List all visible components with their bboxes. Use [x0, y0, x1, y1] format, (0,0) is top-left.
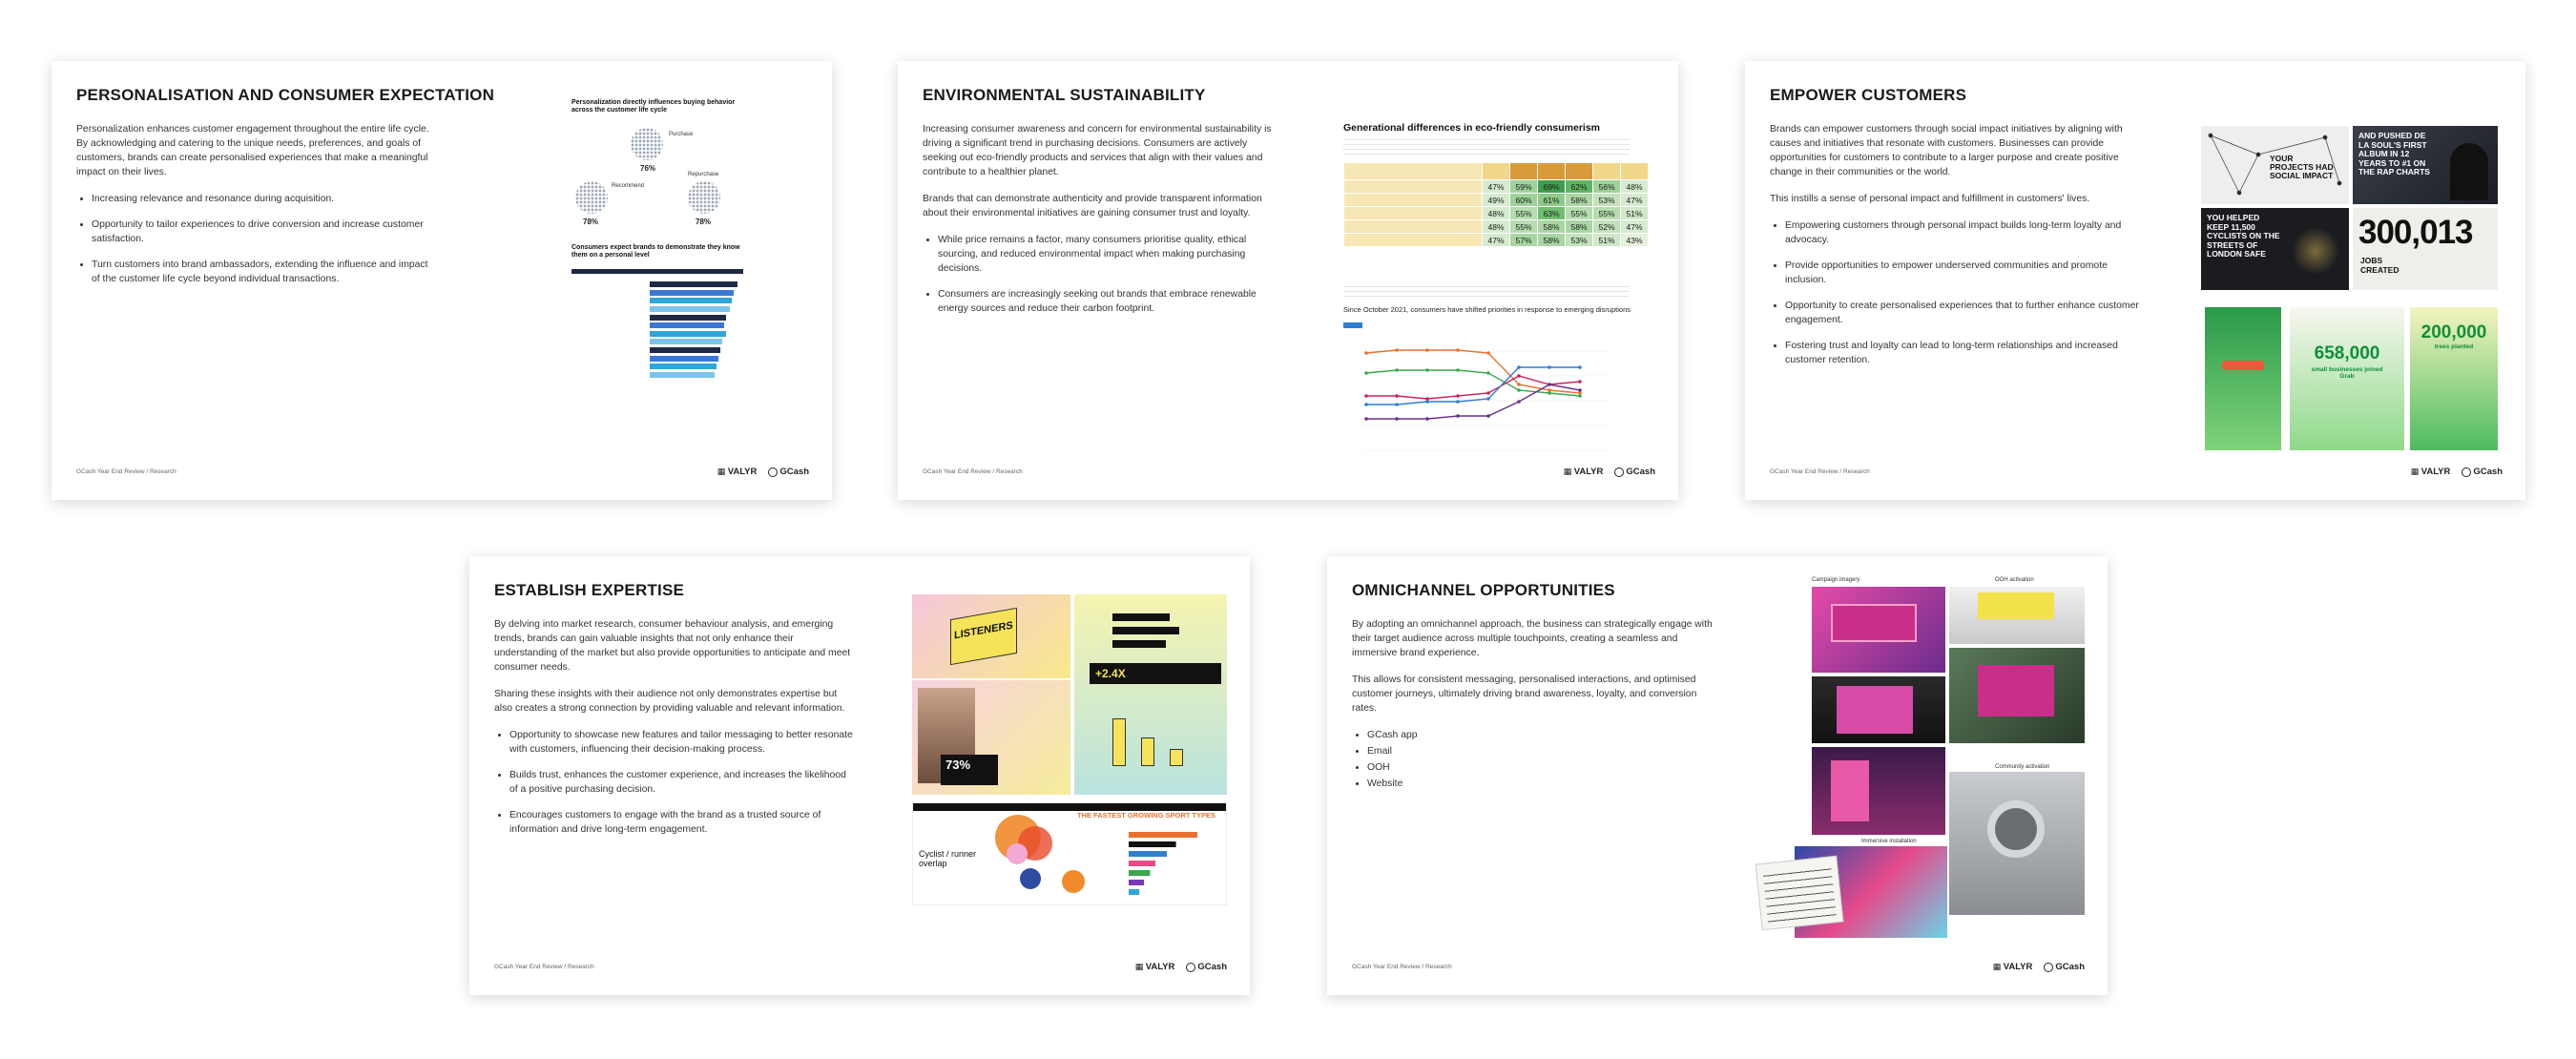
slide-title: ENVIRONMENTAL SUSTAINABILITY	[923, 86, 1206, 104]
image-caption: Community activation	[1995, 764, 2050, 770]
series-point	[1486, 371, 1490, 375]
slide-title: EMPOWER CUSTOMERS	[1770, 86, 1967, 104]
series-point	[1486, 414, 1490, 418]
venn-circle	[1020, 868, 1041, 889]
bar-row	[571, 363, 758, 371]
generation-table	[1343, 162, 1649, 247]
slide-title: PERSONALISATION AND CONSUMER EXPECTATION	[76, 86, 495, 104]
billboard-photo	[1812, 587, 1945, 673]
bar	[650, 298, 732, 303]
gcash-wordmark: GCash	[1197, 962, 1227, 972]
circle-label: Purchase	[669, 132, 694, 137]
screen-photo	[1812, 676, 1945, 743]
table-cell: 47%	[1621, 220, 1649, 234]
bar	[650, 322, 724, 328]
table-row-label	[1344, 180, 1483, 194]
series-point	[1395, 348, 1399, 352]
sport-bar	[1129, 832, 1197, 838]
sport-growth-bars	[1100, 830, 1215, 901]
slide-title: ESTABLISH EXPERTISE	[494, 581, 685, 599]
bar-row	[571, 297, 758, 305]
series-point	[1548, 383, 1551, 386]
bar-row	[571, 289, 758, 298]
visual-heading: Personalization directly influences buying behavior across the customer life cycle	[571, 99, 736, 114]
paragraph: Increasing consumer awareness and concern for environmental sustainability is driving a significant trend in purchasing decisions. Consumers are actively seeking out eco-friendly products and services that align with their values and contribute to a healthier planet.	[923, 124, 1272, 177]
stat-bar	[1112, 627, 1179, 634]
table-notes	[1343, 284, 1630, 298]
table-cell: 56%	[1593, 180, 1621, 194]
tile-big-number: 658,000	[2314, 343, 2380, 363]
stat-bar	[1112, 613, 1170, 621]
gcash-wordmark: GCash	[2473, 467, 2503, 477]
pink-screen-photo	[1812, 747, 1945, 835]
portal-photo	[1949, 772, 2085, 915]
slide-body	[1352, 617, 1713, 793]
series-point	[1425, 417, 1429, 421]
circle-label: Recommend	[612, 183, 645, 189]
series-point	[1456, 348, 1460, 352]
valyr-logo: ▦ VALYR	[717, 467, 758, 477]
gcash-wordmark: GCash	[1626, 467, 1655, 477]
table-row	[1344, 207, 1649, 220]
table-cell: 48%	[1483, 207, 1510, 220]
series-point	[1364, 394, 1368, 398]
table-header-cell	[1483, 163, 1510, 180]
footer-logos	[717, 467, 809, 477]
table-cell: 58%	[1538, 234, 1566, 247]
mini-bar	[1112, 718, 1126, 766]
series-point	[1364, 417, 1368, 421]
gcash-icon	[2044, 963, 2053, 972]
tile-cyclist-overlap	[912, 802, 1227, 905]
slide-body	[1770, 122, 2142, 379]
slide-title: OMNICHANNEL OPPORTUNITIES	[1352, 581, 1615, 599]
image-caption: Immersive installation	[1861, 839, 1917, 844]
footer-text: GCash Year End Review / Research	[494, 964, 594, 970]
table-cell: 47%	[1621, 194, 1649, 207]
slide-omnichannel[interactable]	[1327, 556, 2108, 995]
personalisation-visual	[571, 99, 762, 481]
tile-header-bar	[913, 803, 1227, 811]
series-point	[1456, 400, 1460, 404]
tile-text: AND PUSHED DE LA SOUL'S FIRST ALBUM IN 12 YEARS TO #1 ON THE RAP CHARTS	[2358, 131, 2430, 176]
tile-text: Cyclist / runner overlap	[919, 849, 977, 868]
series-point	[1517, 388, 1521, 392]
table-cell: 62%	[1566, 180, 1593, 194]
series-point	[1425, 348, 1429, 352]
table-row	[1344, 194, 1649, 207]
tile-de-la-soul	[2353, 126, 2498, 204]
bullet: • Email	[1367, 744, 1713, 758]
paragraph: By delving into market research, consumer behaviour analysis, and emerging trends, brands can gain valuable insights that not only enhance their understanding of the market but also provide opportunities to anticipate and meet consumer needs.	[494, 619, 851, 673]
table-header-row	[1344, 163, 1649, 180]
table-cell: 48%	[1621, 180, 1649, 194]
table-cell: 47%	[1483, 180, 1510, 194]
sport-bar	[1129, 851, 1167, 857]
series-point	[1395, 417, 1399, 421]
sport-bar	[1129, 870, 1150, 876]
footer-text: GCash Year End Review / Research	[923, 468, 1023, 475]
visual-heading-2: Consumers expect brands to demonstrate they know them on a personal level	[571, 244, 740, 259]
digital-board-photo	[1949, 648, 2085, 743]
series-line	[1366, 370, 1580, 396]
table-cell: 55%	[1510, 207, 1538, 220]
gcash-logo	[2044, 962, 2085, 972]
paragraph: By adopting an omnichannel approach, the business can strategically engage with their target audience across multiple touchpoints, creating a seamless and immersive brand experience.	[1352, 619, 1713, 658]
table-cell: 51%	[1621, 207, 1649, 220]
bullet: • While price remains a factor, many consumers prioritise quality, ethical sourcing, and reduced environmental impact when making purchasing decisions.	[938, 233, 1283, 276]
footer-logos	[1564, 467, 1655, 477]
screen-content	[1837, 686, 1913, 734]
gcash-logo	[768, 467, 809, 477]
tile-big-number: 200,000	[2420, 322, 2487, 343]
valyr-logo: ▦ VALYR	[2411, 467, 2451, 477]
table-cell: 57%	[1510, 234, 1538, 247]
table-cell: 60%	[1510, 194, 1538, 207]
stat-bar	[1112, 640, 1166, 648]
bullet: • Increasing relevance and resonance during acquisition.	[92, 192, 437, 206]
series-point	[1517, 365, 1521, 369]
table-cell: 52%	[1593, 220, 1621, 234]
footer-text: GCash Year End Review / Research	[1770, 468, 1870, 475]
table-cell: 58%	[1566, 220, 1593, 234]
ooh-screen	[1978, 592, 2054, 619]
table-header-cell	[1344, 163, 1483, 180]
bullet: • Consumers are increasingly seeking out brands that embrace renewable energy sources and reduce their carbon footprint.	[938, 287, 1283, 316]
series-point	[1456, 394, 1460, 398]
tile-caption: trees planted	[2434, 343, 2474, 350]
venn-circle	[1007, 843, 1028, 864]
table-row	[1344, 180, 1649, 194]
tile-listeners	[912, 594, 1070, 678]
intro-text-lines	[1343, 137, 1630, 158]
series-point	[1517, 400, 1521, 404]
tile-big-number: 300,013	[2358, 214, 2473, 251]
slide-body	[923, 122, 1283, 327]
image-caption: Campaign imagery	[1812, 577, 1860, 583]
tile-percentage	[912, 680, 1070, 795]
bullet: • Opportunity to showcase new features and tailor messaging to better resonate with customers, influencing their decision-making process.	[509, 728, 855, 757]
digital-board-screen	[1978, 665, 2054, 716]
series-point	[1456, 414, 1460, 418]
tile-text: LISTENERS	[954, 619, 1013, 642]
table-header-cell	[1538, 163, 1566, 180]
slide-body	[494, 617, 855, 848]
bar-row	[571, 354, 758, 363]
billboard-screen	[1831, 604, 1917, 642]
valyr-logo: ▦ VALYR	[1564, 467, 1604, 477]
bullet: • Encourages customers to engage with the brand as a trusted source of information and drive long-term engagement.	[509, 808, 855, 837]
series-point	[1578, 388, 1582, 392]
bullet: • Provide opportunities to empower underserved communities and promote inclusion.	[1785, 259, 2142, 287]
tile-grab-businesses	[2290, 307, 2404, 450]
series-point	[1456, 368, 1460, 372]
app-button	[2222, 361, 2264, 370]
bullet: • Opportunity to tailor experiences to drive conversion and increase customer satisfaction.	[92, 218, 437, 246]
table-header-cell	[1510, 163, 1538, 180]
venn-circle	[1062, 870, 1085, 893]
bar	[650, 363, 717, 369]
series-point	[1578, 394, 1582, 398]
tile-cyclists	[2201, 208, 2349, 290]
tile-grab-app-1	[2205, 307, 2281, 450]
series-point	[1578, 365, 1582, 369]
mini-bar	[1170, 749, 1183, 766]
bar-row	[571, 305, 758, 314]
sport-bar	[1129, 861, 1155, 866]
series-point	[1364, 371, 1368, 375]
bar-row	[571, 338, 758, 346]
footer-logos	[1135, 962, 1227, 972]
table-cell: 55%	[1593, 207, 1621, 220]
handwritten-note	[1755, 856, 1844, 931]
circle-value: 78%	[583, 218, 599, 226]
bar	[650, 356, 718, 362]
eco-visual	[1343, 122, 1658, 485]
dot-circle-recommend	[575, 181, 608, 214]
dot-circle-purchase	[631, 128, 663, 160]
gcash-logo	[1614, 467, 1655, 477]
series-point	[1486, 391, 1490, 395]
series-point	[1425, 368, 1429, 372]
bar	[650, 290, 734, 296]
table-cell: 63%	[1538, 207, 1566, 220]
table-cell: 55%	[1566, 207, 1593, 220]
circle-label: Repurchase	[688, 172, 719, 177]
note-scribble	[1762, 864, 1836, 923]
circle-value: 76%	[640, 164, 656, 173]
bullet: • Website	[1367, 777, 1713, 791]
paragraph: This instills a sense of personal impact and fulfillment in customers' lives.	[1770, 194, 2090, 204]
table-header-cell	[1566, 163, 1593, 180]
table-cell: 43%	[1621, 234, 1649, 247]
gcash-icon	[2462, 467, 2471, 477]
tile-jobs	[2353, 208, 2498, 290]
gcash-wordmark: GCash	[2055, 962, 2085, 972]
footer-text: GCash Year End Review / Research	[76, 468, 177, 475]
gcash-wordmark: GCash	[779, 467, 809, 477]
table-row-label	[1344, 207, 1483, 220]
bullet: • Fostering trust and loyalty can lead to long-term relationships and increased customer retention.	[1785, 339, 2142, 367]
series-point	[1548, 365, 1551, 369]
sport-bar	[1129, 880, 1144, 885]
stat-highlight: +2.4X	[1090, 663, 1221, 684]
series-point	[1425, 400, 1429, 404]
table-cell: 61%	[1538, 194, 1566, 207]
tile-text: YOU HELPED KEEP 11,500 CYCLISTS ON THE STREETS OF LONDON SAFE	[2207, 213, 2280, 259]
series-point	[1395, 403, 1399, 406]
bullet: • GCash app	[1367, 728, 1713, 742]
tile-social-impact	[2201, 126, 2349, 204]
ooh-photo	[1949, 587, 2085, 644]
paragraph: Personalization enhances customer engagement throughout the entire life cycle. By acknowledging and catering to the unique needs, preferences, and goals of customers, brands can create personalised experiences that make a meaningful impact on their lives.	[76, 124, 429, 177]
bar-row	[571, 313, 758, 322]
table-cell: 49%	[1483, 194, 1510, 207]
bar	[650, 339, 722, 344]
tile-stats	[1074, 594, 1227, 795]
table-row-label	[1344, 234, 1483, 247]
series-point	[1517, 374, 1521, 378]
tile-heading: THE FASTEST GROWING SPORT TYPES	[1077, 811, 1216, 820]
paragraph: Brands can empower customers through social impact initiatives by aligning with causes and initiatives that resonate with customers. Businesses can provide opportunities for customers to contribute to a larger purpose and create positive change in their communities or the world.	[1770, 124, 2123, 177]
table-row-label	[1344, 220, 1483, 234]
table-row-label	[1344, 194, 1483, 207]
series-point	[1364, 351, 1368, 355]
table-row	[1344, 234, 1649, 247]
bullet: • Empowering customers through personal impact builds long-term loyalty and advocacy.	[1785, 218, 2142, 247]
tile-caption: JOBS CREATED	[2360, 256, 2399, 275]
paragraph: Sharing these insights with their audience not only demonstrates expertise but also creates a strong connection by providing valuable and relevant information.	[494, 689, 845, 714]
chart-filter-tab	[1343, 322, 1362, 328]
portal-ring	[1987, 800, 2045, 858]
table-cell: 53%	[1566, 234, 1593, 247]
sport-bar	[1129, 841, 1176, 847]
stat-percent: 73%	[941, 755, 998, 785]
footer-logos	[2411, 467, 2503, 477]
table-cell: 69%	[1538, 180, 1566, 194]
tile-text: YOUR PROJECTS HAD SOCIAL IMPACT	[2270, 154, 2334, 180]
visual-heading: Generational differences in eco-friendly consumerism	[1343, 122, 1600, 134]
image-caption: OOH activation	[1995, 577, 2034, 583]
series-point	[1364, 403, 1368, 406]
table-header-cell	[1621, 163, 1649, 180]
legend-strip	[571, 269, 743, 274]
street-photo	[2292, 227, 2339, 275]
footer-text: GCash Year End Review / Research	[1352, 964, 1452, 970]
bar-row	[571, 280, 758, 289]
mini-bar	[1141, 737, 1154, 766]
series-point	[1395, 368, 1399, 372]
series-point	[1517, 383, 1521, 386]
gcash-logo	[2462, 467, 2503, 477]
bar-row	[571, 346, 758, 355]
gcash-logo	[1186, 962, 1227, 972]
bullet: • OOH	[1367, 760, 1713, 775]
bullet: • Builds trust, enhances the customer experience, and increases the likelihood of a positive purchasing decision.	[509, 768, 855, 797]
gcash-icon	[1186, 963, 1195, 972]
footer-logos	[1993, 962, 2085, 972]
table-cell: 58%	[1566, 194, 1593, 207]
table-row	[1344, 220, 1649, 234]
sport-bar	[1129, 889, 1139, 895]
gcash-icon	[768, 467, 778, 477]
series-point	[1395, 394, 1399, 398]
bar-row	[571, 371, 758, 380]
bullet: • Opportunity to create personalised experiences that to further enhance customer engagement.	[1785, 299, 2142, 327]
table-cell: 48%	[1483, 220, 1510, 234]
chart-heading: Since October 2021, consumers have shifted priorities in response to emerging disruptions	[1343, 305, 1631, 314]
horizontal-bar-chart	[571, 280, 758, 379]
pink-panel	[1831, 760, 1869, 821]
bar-row	[571, 330, 758, 339]
priorities-line-chart	[1343, 332, 1630, 466]
tile-caption: small businesses joined Grab	[2311, 366, 2383, 380]
table-header-cell	[1593, 163, 1621, 180]
bullet: • Turn customers into brand ambassadors, extending the influence and impact of the customer life cycle beyond individual transactions.	[92, 258, 437, 286]
paragraph: Brands that can demonstrate authenticity and provide transparent information about their environmental initiatives are gaining consumer trust and loyalty.	[923, 194, 1262, 218]
slide-empower[interactable]	[1745, 61, 2525, 500]
dot-circle-repurchase	[688, 181, 720, 214]
bar	[650, 306, 730, 312]
slide-expertise[interactable]	[469, 556, 1250, 995]
table-cell: 58%	[1538, 220, 1566, 234]
series-point	[1486, 351, 1490, 355]
bar	[650, 372, 715, 378]
paragraph: This allows for consistent messaging, personalised interactions, and optimised customer journeys, ultimately driving brand awareness, loyalty, and conversion rates.	[1352, 675, 1697, 714]
table-cell: 51%	[1593, 234, 1621, 247]
series-point	[1548, 391, 1551, 395]
table-cell: 53%	[1593, 194, 1621, 207]
slide-body	[76, 122, 437, 298]
bar	[650, 315, 726, 321]
series-point	[1578, 380, 1582, 384]
tile-trees	[2410, 307, 2498, 450]
circle-value: 78%	[696, 218, 712, 226]
slide-personalisation[interactable]	[52, 61, 832, 500]
bar-row	[571, 322, 758, 330]
bar	[650, 331, 726, 337]
person-silhouette	[2450, 143, 2488, 200]
valyr-logo: ▦ VALYR	[1135, 962, 1175, 972]
table-cell: 47%	[1483, 234, 1510, 247]
bar	[650, 347, 720, 353]
valyr-logo: ▦ VALYR	[1993, 962, 2033, 972]
gcash-icon	[1614, 467, 1624, 477]
slide-environmental[interactable]	[898, 61, 1678, 500]
table-cell: 55%	[1510, 220, 1538, 234]
bar	[650, 281, 737, 287]
series-point	[1486, 397, 1490, 401]
table-cell: 59%	[1510, 180, 1538, 194]
